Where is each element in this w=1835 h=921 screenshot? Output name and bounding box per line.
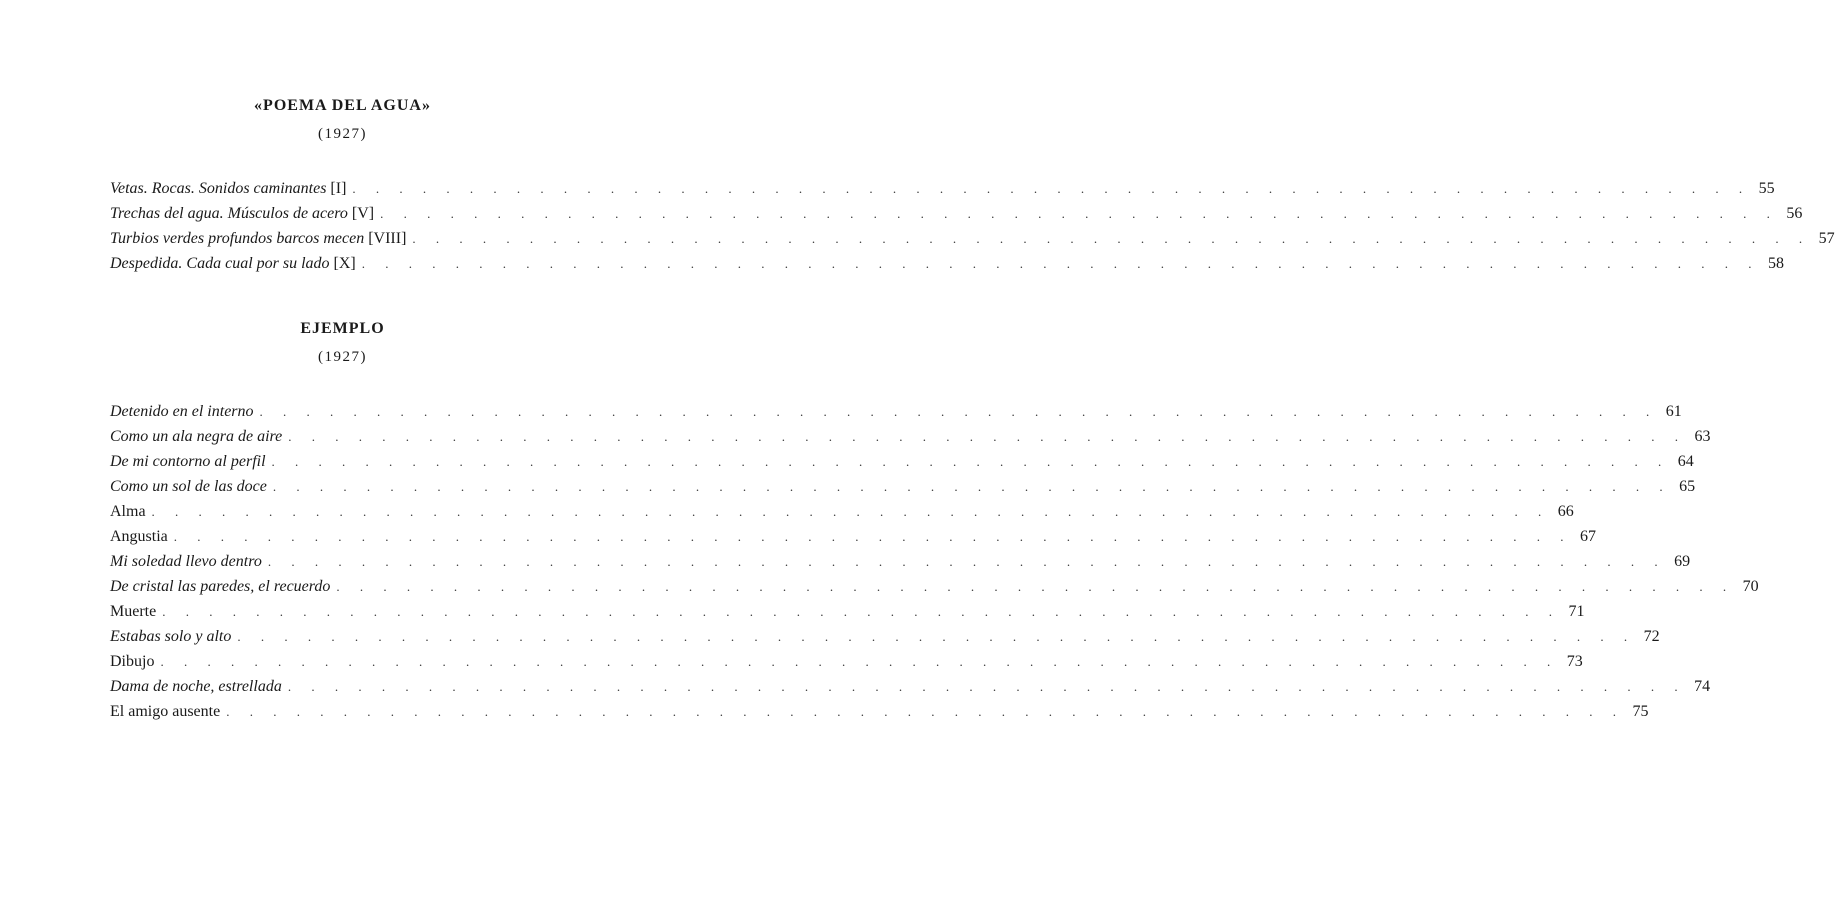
page-number: 58	[1768, 255, 1785, 272]
entry-title-text: Detenido en el interno	[110, 403, 254, 420]
entry-title	[110, 251, 356, 276]
dot-leader: . . . . . . . . . . . . . . . . . . . . . . . . . . . . . . . . . . . . . . . . . . . . . . . . . . . . . . . . . . . .	[361, 256, 1761, 271]
dot-leader: . . . . . . . . . . . . . . . . . . . . . . . . . . . . . . . . . . . . . . . . . . . . . . . . . . . . . . . . . . . .	[259, 404, 1658, 419]
dot-leader: . . . . . . . . . . . . . . . . . . . . . . . . . . . . . . . . . . . . . . . . . . . . . . . . . . . . . . . . . . . .	[412, 231, 1811, 246]
entry-numeral: [VIII]	[368, 230, 407, 247]
toc-list	[110, 176, 1835, 276]
entry-title-text: El amigo ausente	[110, 703, 221, 720]
section-title: EJEMPLO	[300, 320, 385, 337]
entry-title	[110, 226, 406, 251]
toc-entry	[110, 474, 1696, 499]
page-number: 73	[1566, 653, 1583, 670]
entry-title-text: Estabas solo y alto	[110, 628, 232, 645]
toc-entry	[110, 424, 1711, 449]
page-number: 70	[1742, 578, 1759, 595]
page-number: 69	[1674, 553, 1691, 570]
entry-title	[110, 599, 156, 624]
dot-leader: . . . . . . . . . . . . . . . . . . . . . . . . . . . . . . . . . . . . . . . . . . . . . . . . . . . . . . . . . . . .	[162, 604, 1561, 619]
toc-entry	[110, 549, 1691, 574]
entry-numeral: [X]	[333, 255, 356, 272]
entry-title-text: Trechas del agua. Músculos de acero	[110, 205, 348, 222]
dot-leader: . . . . . . . . . . . . . . . . . . . . . . . . . . . . . . . . . . . . . . . . . . . . . . . . . . . . . . . . . . . .	[336, 579, 1735, 594]
entry-title-text: Turbios verdes profundos barcos mecen	[110, 230, 365, 247]
toc-entry	[110, 699, 1649, 724]
entry-numeral: [V]	[351, 205, 375, 222]
dot-leader: . . . . . . . . . . . . . . . . . . . . . . . . . . . . . . . . . . . . . . . . . . . . . . . . . . . . . . . . . . . .	[272, 479, 1672, 494]
dot-leader: . . . . . . . . . . . . . . . . . . . . . . . . . . . . . . . . . . . . . . . . . . . . . . . . . . . . . . . . . . . .	[151, 504, 1550, 519]
entry-title	[110, 449, 266, 474]
entry-title	[110, 674, 282, 699]
page-number: 55	[1758, 180, 1775, 197]
entry-title-text: Vetas. Rocas. Sonidos caminantes	[110, 180, 327, 197]
entry-numeral: [I]	[330, 180, 347, 197]
dot-leader: . . . . . . . . . . . . . . . . . . . . . . . . . . . . . . . . . . . . . . . . . . . . . . . . . . . . . . . . . . . .	[226, 704, 1625, 719]
dot-leader: . . . . . . . . . . . . . . . . . . . . . . . . . . . . . . . . . . . . . . . . . . . . . . . . . . . . . . . . . . . .	[271, 454, 1670, 469]
entry-title-text: Alma	[110, 503, 146, 520]
entry-title	[110, 699, 220, 724]
dot-leader: . . . . . . . . . . . . . . . . . . . . . . . . . . . . . . . . . . . . . . . . . . . . . . . . . . . . . . . . . . . .	[287, 679, 1687, 694]
dot-leader: . . . . . . . . . . . . . . . . . . . . . . . . . . . . . . . . . . . . . . . . . . . . . . . . . . . . . . . . . . . .	[160, 654, 1559, 669]
entry-title	[110, 201, 374, 226]
page-number: 72	[1643, 628, 1660, 645]
toc-entry	[110, 624, 1660, 649]
entry-title	[110, 474, 267, 499]
toc-list	[110, 399, 1759, 724]
section-ejemplo	[110, 318, 1759, 724]
entry-title-text: De cristal las paredes, el recuerdo	[110, 578, 331, 595]
toc-entry	[110, 251, 1785, 276]
entry-title-text: Dama de noche, estrellada	[110, 678, 282, 695]
entry-title-text: Despedida. Cada cual por su lado	[110, 255, 330, 272]
entry-title	[110, 524, 168, 549]
dot-leader: . . . . . . . . . . . . . . . . . . . . . . . . . . . . . . . . . . . . . . . . . . . . . . . . . . . . . . . . . . . .	[267, 554, 1667, 569]
toc-entry	[110, 399, 1682, 424]
page-number: 57	[1818, 230, 1835, 247]
entry-title-text: Angustia	[110, 528, 168, 545]
dot-leader: . . . . . . . . . . . . . . . . . . . . . . . . . . . . . . . . . . . . . . . . . . . . . . . . . . . . . . . . . . . .	[352, 181, 1751, 196]
page-number: 71	[1568, 603, 1585, 620]
entry-title-text: Como un ala negra de aire	[110, 428, 283, 445]
dot-leader: . . . . . . . . . . . . . . . . . . . . . . . . . . . . . . . . . . . . . . . . . . . . . . . . . . . . . . . . . . . .	[288, 429, 1687, 444]
section-title: «POEMA DEL AGUA»	[254, 97, 431, 114]
entry-title-text: Muerte	[110, 603, 157, 620]
section-poema-del-agua	[110, 95, 1835, 276]
entry-title-text: Dibujo	[110, 653, 155, 670]
page-number: 75	[1632, 703, 1649, 720]
page-number: 64	[1677, 453, 1694, 470]
section-year: (1927)	[318, 349, 367, 365]
dot-leader: . . . . . . . . . . . . . . . . . . . . . . . . . . . . . . . . . . . . . . . . . . . . . . . . . . . . . . . . . . . .	[237, 629, 1636, 644]
entry-title-text: Mi soledad llevo dentro	[110, 553, 262, 570]
dot-leader: . . . . . . . . . . . . . . . . . . . . . . . . . . . . . . . . . . . . . . . . . . . . . . . . . . . . . . . . . . . .	[380, 206, 1779, 221]
toc-entry	[110, 524, 1597, 549]
page-number: 67	[1580, 528, 1597, 545]
page-number: 63	[1694, 428, 1711, 445]
entry-title-text: De mi contorno al perfil	[110, 453, 266, 470]
entry-title	[110, 549, 262, 574]
page-number: 61	[1665, 403, 1682, 420]
section-year: (1927)	[318, 126, 367, 142]
entry-title-text: Como un sol de las doce	[110, 478, 267, 495]
toc-entry	[110, 499, 1574, 524]
toc-entry	[110, 649, 1583, 674]
page-number: 74	[1694, 678, 1711, 695]
toc-entry	[110, 574, 1759, 599]
entry-title	[110, 176, 346, 201]
page-number: 65	[1679, 478, 1696, 495]
toc-entry	[110, 449, 1694, 474]
page-number: 56	[1786, 205, 1803, 222]
entry-title	[110, 499, 146, 524]
entry-title	[110, 574, 330, 599]
toc-entry	[110, 674, 1711, 699]
toc-entry	[110, 226, 1835, 251]
page-number: 66	[1557, 503, 1574, 520]
entry-title	[110, 424, 282, 449]
entry-title	[110, 649, 154, 674]
entry-title	[110, 399, 254, 424]
toc-entry	[110, 176, 1775, 201]
dot-leader: . . . . . . . . . . . . . . . . . . . . . . . . . . . . . . . . . . . . . . . . . . . . . . . . . . . . . . . . . . . .	[173, 529, 1573, 544]
toc-entry	[110, 599, 1585, 624]
entry-title	[110, 624, 231, 649]
toc-entry	[110, 201, 1803, 226]
